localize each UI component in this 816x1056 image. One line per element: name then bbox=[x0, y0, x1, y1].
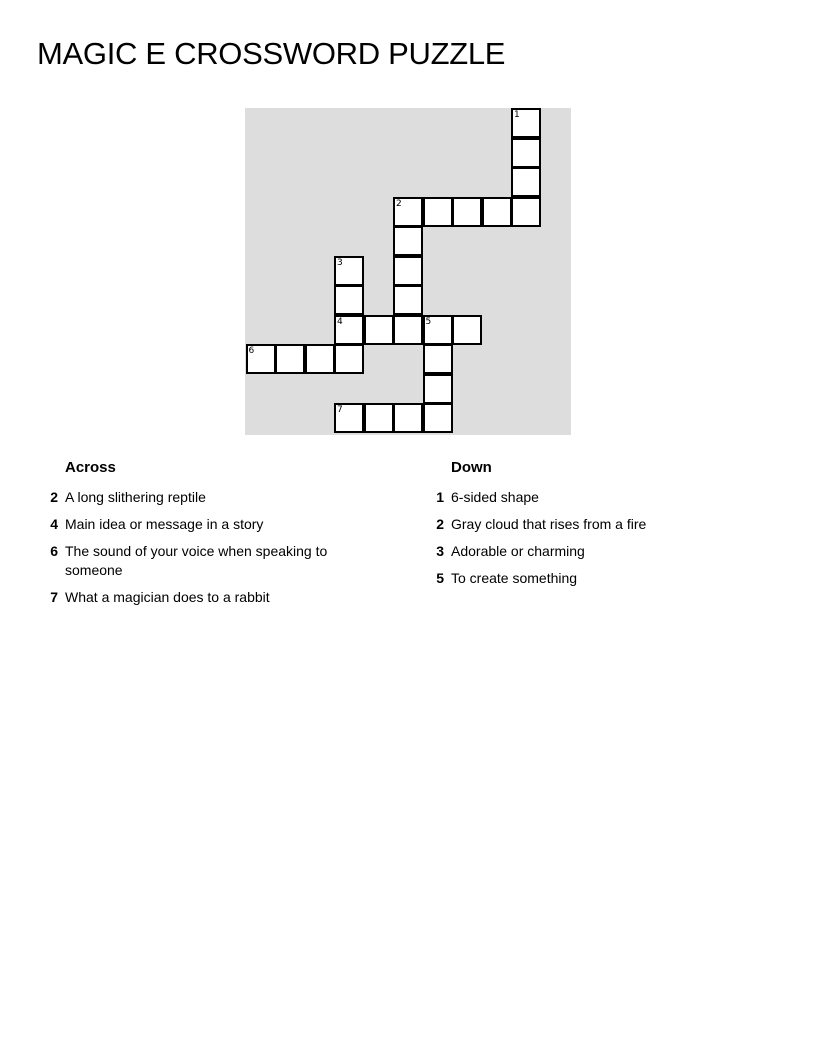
grid-cell[interactable] bbox=[393, 226, 423, 256]
grid-cell[interactable] bbox=[334, 256, 364, 286]
grid-cell[interactable] bbox=[393, 197, 423, 227]
grid-cell[interactable] bbox=[393, 403, 423, 433]
grid-cell[interactable] bbox=[393, 315, 423, 345]
clue-number: 6 bbox=[50, 543, 58, 559]
clue-text: Adorable or charming bbox=[451, 543, 585, 559]
clue-text: What a magician does to a rabbit bbox=[65, 589, 270, 605]
cell-number: 4 bbox=[337, 316, 343, 327]
grid-cell[interactable] bbox=[423, 344, 453, 374]
down-heading: Down bbox=[451, 459, 492, 476]
grid-cell[interactable] bbox=[423, 197, 453, 227]
grid-cell[interactable] bbox=[511, 167, 541, 197]
grid-cell[interactable] bbox=[511, 138, 541, 168]
clue-number: 5 bbox=[436, 570, 444, 586]
clue-text: A long slithering reptile bbox=[65, 489, 206, 505]
grid-cell[interactable] bbox=[305, 344, 335, 374]
grid-cell[interactable] bbox=[423, 315, 453, 345]
across-heading: Across bbox=[65, 459, 116, 476]
grid-cell[interactable] bbox=[482, 197, 512, 227]
grid-cell[interactable] bbox=[511, 108, 541, 138]
grid-cell[interactable] bbox=[423, 374, 453, 404]
cell-number: 3 bbox=[337, 257, 343, 268]
grid-cell[interactable] bbox=[334, 344, 364, 374]
grid-cell[interactable] bbox=[423, 403, 453, 433]
clue-across-4 bbox=[40, 515, 370, 534]
clue-down-3 bbox=[426, 542, 756, 561]
cell-number: 7 bbox=[337, 405, 343, 415]
grid-cell[interactable] bbox=[364, 403, 394, 433]
clue-text: Gray cloud that rises from a fire bbox=[451, 516, 647, 532]
cell-number: 2 bbox=[396, 198, 402, 209]
grid-cell[interactable] bbox=[334, 285, 364, 315]
grid-cell[interactable] bbox=[364, 315, 394, 345]
clue-number: 7 bbox=[50, 589, 58, 605]
grid-cell[interactable] bbox=[393, 256, 423, 286]
page-title: MAGIC E CROSSWORD PUZZLE bbox=[37, 36, 506, 71]
grid-cell[interactable] bbox=[246, 344, 276, 374]
down-clues bbox=[426, 458, 756, 596]
grid-cell[interactable] bbox=[393, 285, 423, 315]
grid-cell[interactable] bbox=[334, 403, 364, 433]
clue-text: Main idea or message in a story bbox=[65, 516, 264, 532]
clue-text: 6-sided shape bbox=[451, 489, 539, 505]
clue-down-2 bbox=[426, 515, 756, 534]
clue-down-5 bbox=[426, 569, 756, 588]
clue-number: 2 bbox=[50, 489, 58, 505]
grid-cell[interactable] bbox=[275, 344, 305, 374]
clue-text: The sound of your voice when speaking to someone bbox=[65, 543, 328, 578]
cell-number: 6 bbox=[248, 346, 255, 356]
cell-number: 5 bbox=[425, 316, 432, 327]
cell-number: 1 bbox=[514, 110, 520, 120]
grid-cell[interactable] bbox=[452, 197, 482, 227]
clue-number: 3 bbox=[436, 543, 444, 559]
clue-number: 1 bbox=[436, 489, 444, 505]
clue-text: To create something bbox=[451, 570, 578, 586]
clue-down-1 bbox=[426, 488, 756, 507]
crossword-grid bbox=[245, 108, 571, 435]
clue-across-2 bbox=[40, 488, 370, 507]
clue-number: 4 bbox=[50, 516, 58, 532]
across-clues bbox=[40, 458, 370, 615]
grid-cell[interactable] bbox=[334, 315, 364, 345]
grid-cell[interactable] bbox=[511, 197, 541, 227]
clue-across-6 bbox=[40, 542, 370, 580]
grid-cell[interactable] bbox=[452, 315, 482, 345]
clue-number: 2 bbox=[436, 516, 444, 532]
clue-across-7 bbox=[40, 588, 370, 607]
